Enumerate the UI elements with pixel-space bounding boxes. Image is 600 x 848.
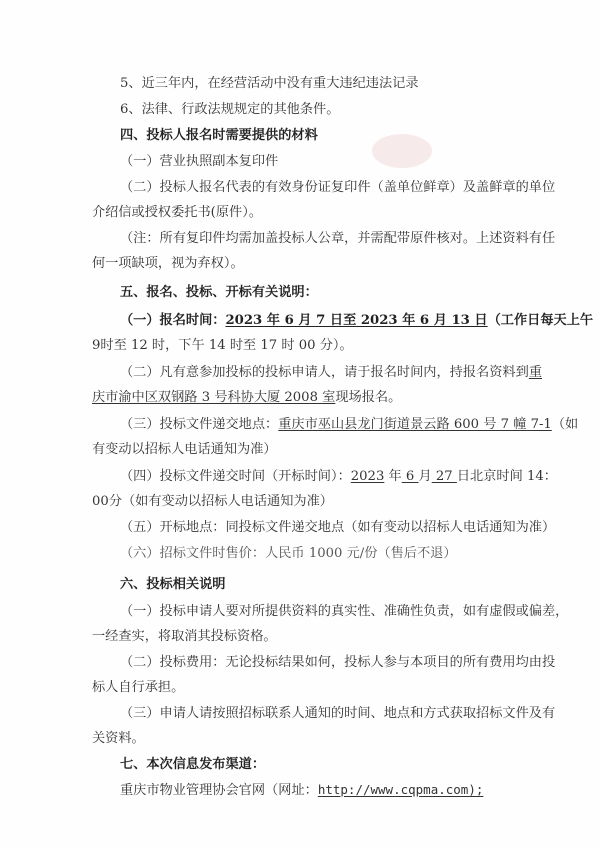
section-4-note: （注：所有复印件均需加盖投标人公章，并需配带原件核对。上述资料有任 bbox=[120, 231, 556, 246]
registration-time-label: （一）报名时间： bbox=[120, 313, 226, 328]
section-5-title: 五、报名、投标、开标有关说明： bbox=[120, 285, 318, 300]
bid-submission-place-label: （三）投标文件递交地点： bbox=[120, 417, 279, 432]
section-5-item-2 bbox=[120, 365, 542, 381]
registration-place-suffix: 现场报名。 bbox=[335, 390, 402, 405]
registration-instruction: （二）凡有意参加投标的投标申请人，请于报名时间内，持报名资料到 bbox=[120, 365, 529, 380]
section-5-item-4-cont: 00分（如有变动以招标人电话通知为准） bbox=[92, 494, 333, 509]
section-5-item-2-cont bbox=[92, 390, 401, 406]
section-6-item-2: （二）投标费用：无论投标结果如何，投标人参与本项目的所有费用均由投 bbox=[120, 655, 556, 670]
bid-month: 6 bbox=[401, 469, 419, 484]
association-site-label: 重庆市物业管理协会官网（网址： bbox=[120, 783, 318, 798]
registration-place-start: 重 bbox=[528, 365, 542, 380]
section-4-item-2: （二）投标人报名代表的有效身份证复印件（盖单位鲜章）及盖鲜章的单位 bbox=[120, 180, 556, 195]
section-6-item-1: （一）投标申请人要对所提供资料的真实性、准确性负责，如有虚假或偏差， bbox=[120, 604, 569, 619]
stamp-smudge bbox=[372, 134, 432, 168]
section-6-title: 六、投标相关说明 bbox=[120, 577, 226, 592]
requirement-6: 6、法律、行政法规规定的其他条件。 bbox=[120, 102, 340, 117]
section-6-item-2-cont: 标人自行承担。 bbox=[92, 680, 185, 695]
section-4-title: 四、投标人报名时需要提供的材料 bbox=[120, 128, 318, 143]
registration-place: 庆市渝中区双钢路 3 号科协大厦 2008 室 bbox=[92, 390, 336, 405]
section-5-item-6: （六）招标文件时售价：人民币 1000 元/份（售后不退） bbox=[120, 546, 457, 561]
bid-year-unit: 年 bbox=[384, 469, 402, 484]
section-5-item-1-cont: 9时至 12 时，下午 14 时至 17 时 00 分）。 bbox=[92, 338, 353, 353]
section-7-title: 七、本次信息发布渠道： bbox=[120, 757, 266, 772]
bid-time-suffix: 日北京时间 14： bbox=[456, 469, 557, 484]
registration-time-suffix: （工作日每天上午 bbox=[487, 313, 594, 328]
requirement-5: 5、近三年内，在经营活动中没有重大违纪违法记录 bbox=[120, 76, 419, 91]
bid-submission-suffix: （如 bbox=[551, 417, 579, 432]
section-7-item-1 bbox=[120, 782, 483, 799]
section-5-item-5: （五）开标地点：同投标文件递交地点（如有变动以招标人电话通知为准） bbox=[120, 520, 556, 535]
section-5-item-3-cont: 有变动以招标人电话通知为准） bbox=[92, 442, 277, 457]
section-6-item-1-cont: 一经查实，将取消其投标资格。 bbox=[92, 629, 277, 644]
section-6-item-3-cont: 关资料。 bbox=[92, 731, 145, 746]
section-5-item-4 bbox=[120, 469, 557, 485]
section-4-note-cont: 何一项缺项，视为弃权）。 bbox=[92, 256, 244, 271]
association-url[interactable]: http://www.cqpma.com); bbox=[317, 782, 484, 797]
bid-year: 2023 bbox=[350, 469, 385, 484]
registration-date-range: 2023 年 6 月 7 日至 2023 年 6 月 13 日 bbox=[225, 313, 488, 328]
section-4-item-1: （一）营业执照副本复印件 bbox=[120, 154, 279, 169]
section-5-item-3 bbox=[120, 417, 578, 433]
bid-month-unit: 月 bbox=[418, 469, 432, 484]
section-4-item-2-cont: 介绍信或授权委托书(原件）。 bbox=[92, 205, 262, 220]
bid-submission-address: 重庆市巫山县龙门街道景云路 600 号 7 幢 7-1 bbox=[278, 417, 552, 432]
section-6-item-3: （三）申请人请按照招标联系人通知的时间、地点和方式获取招标文件及有 bbox=[120, 706, 556, 721]
section-5-item-1 bbox=[120, 313, 593, 329]
bid-time-label: （四）投标文件递交时间（开标时间）： bbox=[120, 469, 351, 484]
bid-day: 27 bbox=[431, 469, 457, 484]
